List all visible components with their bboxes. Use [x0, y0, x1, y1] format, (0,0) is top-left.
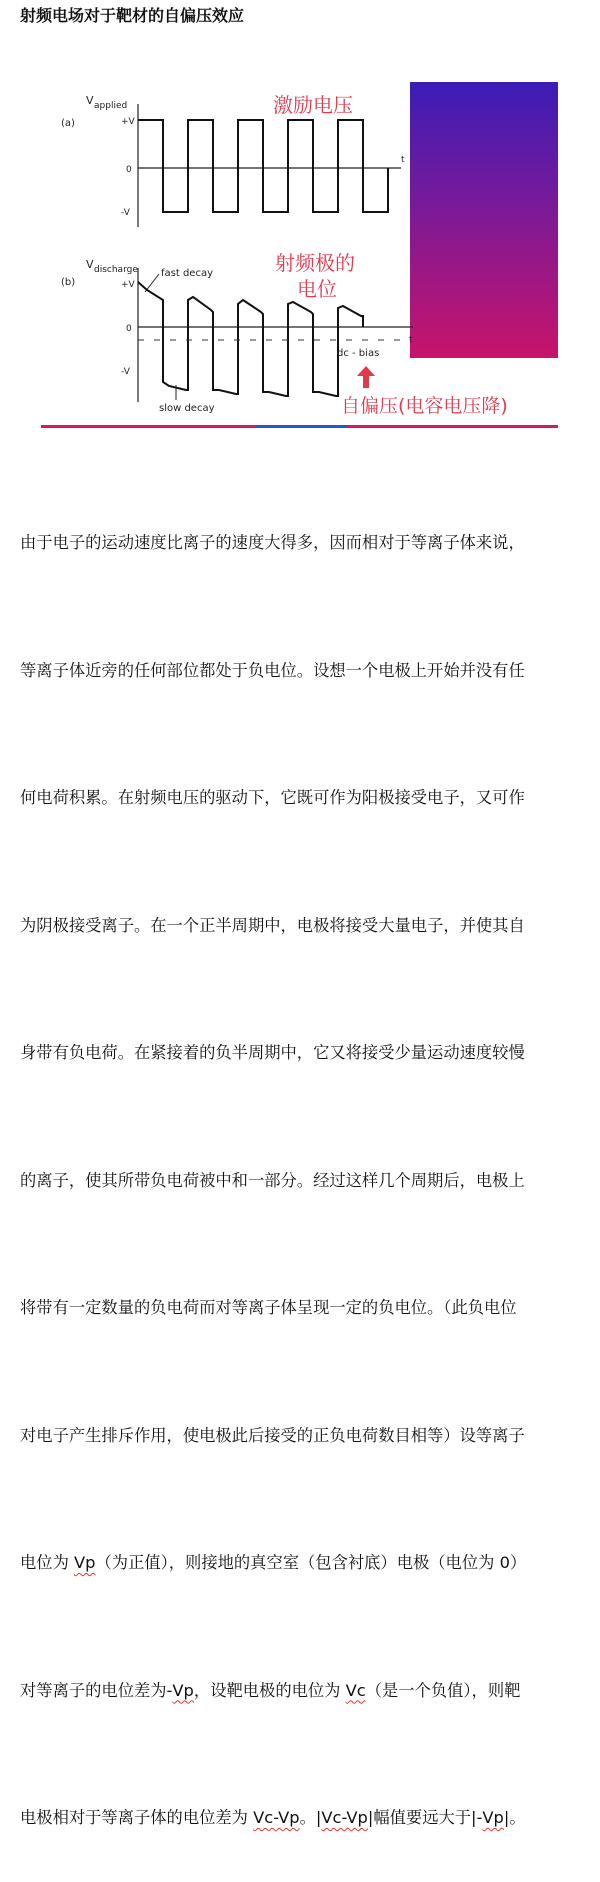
plus-v-b: +V — [121, 280, 135, 290]
vc-vp-term: Vc-Vp — [321, 1808, 368, 1827]
zero-a: 0 — [126, 165, 132, 175]
slow-decay-label: slow decay — [159, 403, 215, 414]
text-segment: 。| — [299, 1808, 322, 1827]
page-title: 射频电场对于靶材的自偏压效应 — [20, 6, 245, 25]
text-segment: ，设靶电极的电位为 — [193, 1680, 346, 1700]
plus-v-a: +V — [121, 117, 135, 127]
vc-term: Vc — [345, 1680, 366, 1700]
divider-red-left — [41, 425, 256, 428]
annotation-rf-line2: 电位 — [297, 277, 337, 301]
vp-term: Vp — [482, 1808, 504, 1827]
vp-term: Vp — [74, 1553, 96, 1572]
body-line: 为阴极接受离子。在一个正半周期中，电极将接受大量电子，并使其自 — [20, 915, 525, 935]
body-line: 由于电子的运动速度比离子的速度大得多，因而相对于等离子体来说， — [20, 533, 525, 552]
body-line: 何电荷积累。在射频电压的驱动下，它既可作为阳极接受电子，又可作 — [20, 788, 525, 807]
annotation-rf-line1: 射频极的 — [275, 251, 355, 275]
vc-vp-term: Vc-Vp — [253, 1808, 300, 1827]
arrow-up-icon — [357, 366, 375, 388]
zero-b: 0 — [126, 324, 132, 334]
annotation-self-bias: 自偏压(电容电压降) — [341, 395, 508, 417]
text-segment: 对等离子的电位差为- — [20, 1680, 173, 1700]
text-segment: |幅值要远大于|- — [367, 1808, 483, 1827]
divider-blue — [256, 425, 348, 428]
v-discharge-sub: discharge — [94, 265, 138, 275]
body-line: 的离子，使其所带负电荷被中和一部分。经过这样几个周期后，电极上 — [20, 1170, 525, 1190]
body-line — [20, 1797, 590, 1840]
body-line: 对电子产生排斥作用，使电极此后接受的正负电荷数目相等）设等离子 — [20, 1425, 525, 1445]
square-wave — [138, 120, 388, 212]
minus-v-b: -V — [121, 367, 130, 377]
body-paragraph — [20, 437, 590, 1882]
label-b: (b) — [61, 277, 76, 288]
body-line: 将带有一定数量的负电荷而对等离子体呈现一定的负电位。（此负电位 — [20, 1298, 517, 1317]
vp-term: Vp — [172, 1680, 194, 1700]
body-line: 等离子体近旁的任何部位都处于负电位。设想一个电极上开始并没有任 — [20, 660, 525, 680]
t-label-b: t — [409, 335, 413, 345]
fast-decay-label: fast decay — [161, 268, 214, 279]
text-segment: （是一个负值），则靶 — [365, 1680, 521, 1700]
body-line — [20, 1670, 590, 1713]
label-a: (a) — [61, 118, 75, 129]
divider-red-right — [348, 425, 558, 428]
body-line — [20, 1542, 590, 1585]
annotation-excite-voltage: 激励电压 — [273, 93, 353, 117]
text-segment: 电极相对于等离子体的电位差为 — [20, 1808, 254, 1827]
text-segment: |。 — [503, 1808, 526, 1827]
v-discharge-label: V — [86, 258, 94, 271]
v-applied-label: V — [86, 94, 94, 107]
text-segment: （为正值），则接地的真空室（包含衬底）电极（电位为 0） — [95, 1553, 527, 1572]
text-segment: 电位为 — [20, 1553, 75, 1572]
dc-bias-label: dc - bias — [337, 348, 380, 359]
waveform-figure — [41, 82, 558, 428]
t-label-a: t — [401, 155, 405, 165]
body-line: 身带有负电荷。在紧接着的负半周期中，它又将接受少量运动速度较慢 — [20, 1043, 525, 1062]
v-applied-sub: applied — [94, 101, 128, 111]
minus-v-a: -V — [121, 208, 130, 218]
